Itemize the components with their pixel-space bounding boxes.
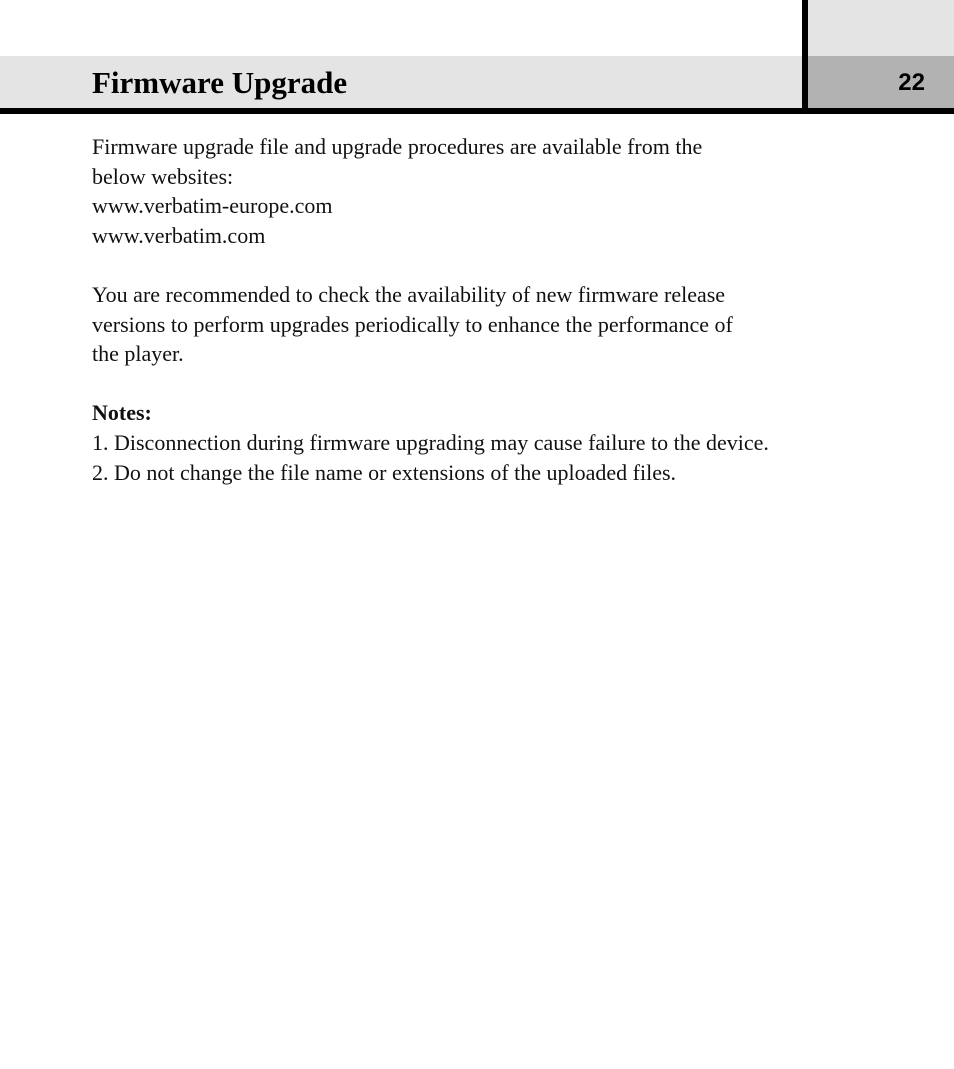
intro-line: below websites: xyxy=(92,163,234,189)
page-content xyxy=(92,132,862,487)
header-rule xyxy=(0,108,954,114)
paragraph-gap xyxy=(92,369,862,399)
notes-section xyxy=(92,398,862,487)
recommendation-line: the player. xyxy=(92,341,184,367)
recommendation-line: You are recommended to check the availability of new firmware release xyxy=(92,281,726,307)
page-tab-top xyxy=(808,0,954,56)
note-item: 1. Disconnection during firmware upgrading may cause failure to the device. xyxy=(92,429,769,455)
note-item: 2. Do not change the file name or extensions of the uploaded files. xyxy=(92,459,677,485)
notes-heading: Notes: xyxy=(92,400,152,426)
website-url: www.verbatim-europe.com xyxy=(92,193,333,219)
page-number: 22 xyxy=(898,69,925,96)
recommendation-paragraph xyxy=(92,280,862,369)
paragraph-gap xyxy=(92,250,862,280)
intro-line: Firmware upgrade file and upgrade procedures are available from the xyxy=(92,134,703,159)
intro-paragraph xyxy=(92,132,862,191)
recommendation-line: versions to perform upgrades periodically to enhance the performance of xyxy=(92,311,733,337)
page-title: Firmware Upgrade xyxy=(92,65,348,100)
website-list xyxy=(92,191,862,250)
website-url: www.verbatim.com xyxy=(92,222,266,248)
